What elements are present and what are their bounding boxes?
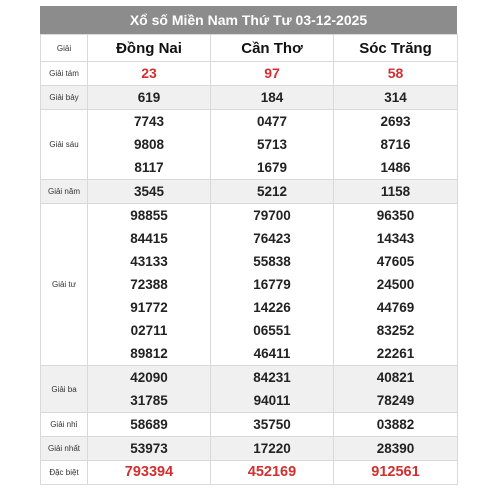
prize-number: 23 (141, 65, 157, 81)
prize-number: 7743 (133, 114, 165, 129)
results-table (40, 34, 458, 485)
prize-number: 83252 (376, 323, 415, 338)
prize-number: 619 (137, 90, 161, 105)
prize-number: 22261 (376, 346, 415, 361)
special-prize-number: 912561 (371, 464, 420, 480)
prize-row-g3 (41, 366, 458, 413)
header-row (41, 35, 458, 62)
prize-number: 8117 (134, 160, 164, 175)
prize-row-g8 (41, 62, 458, 86)
prize-number: 47605 (376, 254, 415, 269)
prize-number: 31785 (130, 393, 168, 408)
prize-label: Giải sáu (41, 110, 88, 180)
prize-number: 1486 (380, 160, 411, 175)
prize-row-g1 (41, 437, 458, 461)
prize-number: 46411 (253, 346, 291, 361)
prize-row-g6 (41, 110, 458, 180)
prize-label: Giải tư (41, 204, 88, 366)
prize-number: 79700 (253, 208, 291, 223)
prize-row-g2 (41, 413, 458, 437)
prize-number: 2693 (380, 114, 411, 129)
prize-number: 91772 (130, 300, 168, 315)
prize-number: 02711 (130, 323, 168, 338)
prize-label: Giải bảy (41, 86, 88, 110)
province-soc-trang[interactable]: Sóc Trăng (334, 35, 458, 62)
prize-label: Giải tám (41, 62, 88, 86)
prize-number: 84231 (253, 370, 291, 385)
prize-number: 78249 (376, 393, 415, 408)
prize-number: 58689 (130, 417, 168, 432)
special-prize-number: 452169 (247, 464, 297, 480)
prize-number: 0477 (256, 114, 288, 129)
prize-label: Giải nhất (41, 437, 88, 461)
prize-number: 84415 (130, 231, 168, 246)
prize-row-g4 (41, 204, 458, 366)
prize-number: 42090 (130, 370, 168, 385)
lottery-results (40, 6, 457, 485)
prize-number: 76423 (253, 231, 291, 246)
province-dong-nai[interactable]: Đồng Nai (88, 35, 211, 62)
prize-label: Giải nhì (41, 413, 88, 437)
prize-number: 16779 (253, 277, 291, 292)
prize-number: 72388 (130, 277, 168, 292)
prize-number: 98855 (130, 208, 168, 223)
prize-row-g5 (41, 180, 458, 204)
province-can-tho[interactable]: Cần Thơ (211, 35, 334, 62)
prize-number: 43133 (130, 254, 168, 269)
prize-label: Giải năm (41, 180, 88, 204)
prize-number: 53973 (130, 441, 168, 456)
prize-number: 06551 (253, 323, 291, 338)
prize-column-label: Giải (41, 35, 88, 62)
prize-number: 89812 (130, 346, 168, 361)
prize-number: 03882 (376, 417, 415, 432)
prize-number: 28390 (376, 441, 415, 456)
prize-number: 9808 (133, 137, 165, 152)
prize-label: Giải ba (41, 366, 88, 413)
prize-number: 58 (387, 65, 404, 81)
prize-row-g7 (41, 86, 458, 110)
prize-number: 314 (384, 90, 407, 105)
prize-number: 97 (264, 65, 280, 81)
prize-number: 184 (260, 90, 284, 105)
prize-number: 94011 (253, 393, 291, 408)
prize-number: 44769 (376, 300, 415, 315)
prize-number: 35750 (253, 417, 291, 432)
prize-number: 55838 (253, 254, 291, 269)
prize-number: 3545 (133, 184, 165, 199)
results-title: Xổ số Miền Nam Thứ Tư 03-12-2025 (40, 6, 457, 34)
prize-number: 14343 (376, 231, 415, 246)
prize-row-special (41, 461, 458, 485)
prize-number: 40821 (376, 370, 415, 385)
prize-number: 1679 (256, 160, 288, 175)
prize-number: 8716 (380, 137, 411, 152)
prize-number: 96350 (376, 208, 415, 223)
prize-number: 5713 (256, 137, 288, 152)
prize-number: 17220 (253, 441, 291, 456)
prize-number: 24500 (376, 277, 415, 292)
prize-number: 5212 (256, 184, 288, 199)
prize-number: 14226 (253, 300, 291, 315)
prize-label: Đặc biệt (41, 461, 88, 485)
prize-number: 1158 (380, 184, 411, 199)
special-prize-number: 793394 (124, 464, 174, 480)
